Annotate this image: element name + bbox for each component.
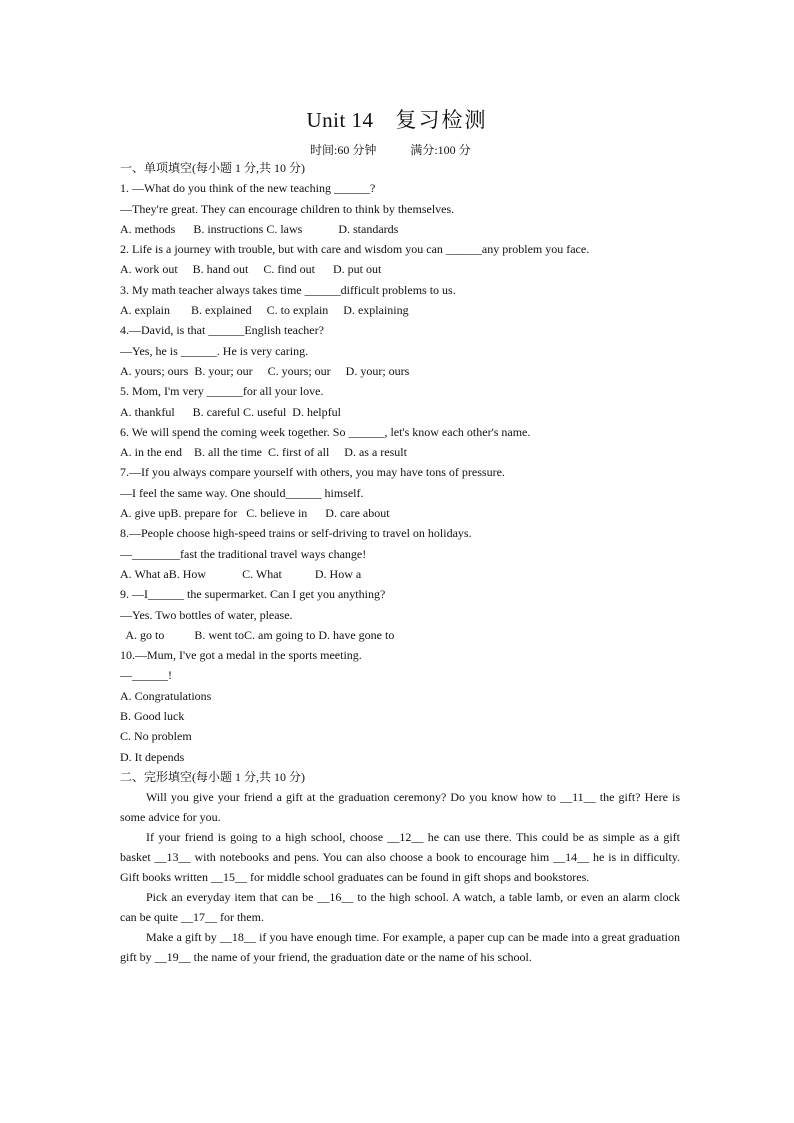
question-line: 4.—David, is that ______English teacher? bbox=[120, 323, 324, 338]
option-d: D. It depends bbox=[120, 749, 185, 764]
option-a: A. Congratulations bbox=[120, 688, 212, 703]
question-line: 3. My math teacher always takes time ______difficult problems to us. bbox=[120, 282, 456, 297]
full-score: 满分:100 分 bbox=[410, 143, 471, 157]
page-title bbox=[0, 104, 794, 134]
question-line: —They're great. They can encourage children to think by themselves. bbox=[120, 201, 455, 216]
option-c: C. No problem bbox=[120, 729, 192, 744]
question-line: 8.—People choose high-speed trains or self-driving to travel on holidays. bbox=[120, 526, 472, 541]
options-line: A. What aB. How C. What D. How a bbox=[120, 566, 362, 581]
options-line: A. in the end B. all the time C. first of all D. as a result bbox=[120, 445, 407, 460]
question-line: —Yes. Two bottles of water, please. bbox=[120, 607, 293, 622]
section1-heading: 一、单项填空(每小题 1 分,共 10 分) bbox=[120, 161, 305, 175]
question-line: 7.—If you always compare yourself with others, you may have tons of pressure. bbox=[120, 465, 505, 480]
time-limit: 时间:60 分钟 bbox=[310, 143, 377, 157]
cloze-paragraph: Make a gift by __18__ if you have enough time. For example, a paper cup can be made into a great graduation gift by __19__ the name of your friend, the graduation date or the name of his school. bbox=[120, 930, 680, 965]
options-line: A. explain B. explained C. to explain D. explaining bbox=[120, 303, 409, 318]
section2-heading: 二、完形填空(每小题 1 分,共 10 分) bbox=[120, 769, 305, 784]
unit-label: Unit 14 bbox=[306, 108, 374, 132]
options-line: A. give upB. prepare for C. believe in D. care about bbox=[120, 506, 390, 521]
question-line: —________fast the traditional travel ways change! bbox=[120, 546, 367, 561]
question-line: 9. —I______ the supermarket. Can I get you anything? bbox=[120, 587, 386, 602]
option-b: B. Good luck bbox=[120, 709, 185, 724]
question-line: 6. We will spend the coming week together. So ______, let's know each other's name. bbox=[120, 424, 531, 439]
options-line: A. thankful B. careful C. useful D. helpful bbox=[120, 404, 341, 419]
cloze-paragraph: Pick an everyday item that can be __16__ to the high school. A watch, a table lamb, or even an alarm clock can be quite __17__ for them. bbox=[120, 890, 680, 925]
exam-meta bbox=[310, 141, 471, 158]
title-text: 复习检测 bbox=[395, 108, 488, 132]
exam-content bbox=[120, 158, 680, 967]
options-line: A. work out B. hand out C. find out D. put out bbox=[120, 262, 382, 277]
question-line: —I feel the same way. One should______ himself. bbox=[120, 485, 364, 500]
question-line: —______! bbox=[120, 668, 172, 683]
question-line: —Yes, he is ______. He is very caring. bbox=[120, 343, 309, 358]
cloze-paragraph: Will you give your friend a gift at the graduation ceremony? Do you know how to __11__ the gift? Here is some advice for you. bbox=[120, 790, 680, 825]
options-line: A. methods B. instructions C. laws D. standards bbox=[120, 221, 399, 236]
question-line: 2. Life is a journey with trouble, but with care and wisdom you can ______any problem you face. bbox=[120, 242, 590, 257]
cloze-paragraph: If your friend is going to a high school, choose __12__ he can use there. This could be as simple as a gift basket __13__ with notebooks and pens. You can also choose a book to encourage him __14__ he is in difficulty. Gift books written __15__ for middle school graduates can be found in gift shops and bookstores. bbox=[120, 830, 680, 885]
options-line: A. yours; ours B. your; our C. yours; our D. your; ours bbox=[120, 363, 410, 378]
question-line: 10.—Mum, I've got a medal in the sports meeting. bbox=[120, 648, 362, 663]
question-line: 5. Mom, I'm very ______for all your love. bbox=[120, 384, 324, 399]
options-line: A. go to B. went toC. am going to D. have gone to bbox=[120, 627, 395, 642]
question-line: 1. —What do you think of the new teaching ______? bbox=[120, 181, 376, 196]
